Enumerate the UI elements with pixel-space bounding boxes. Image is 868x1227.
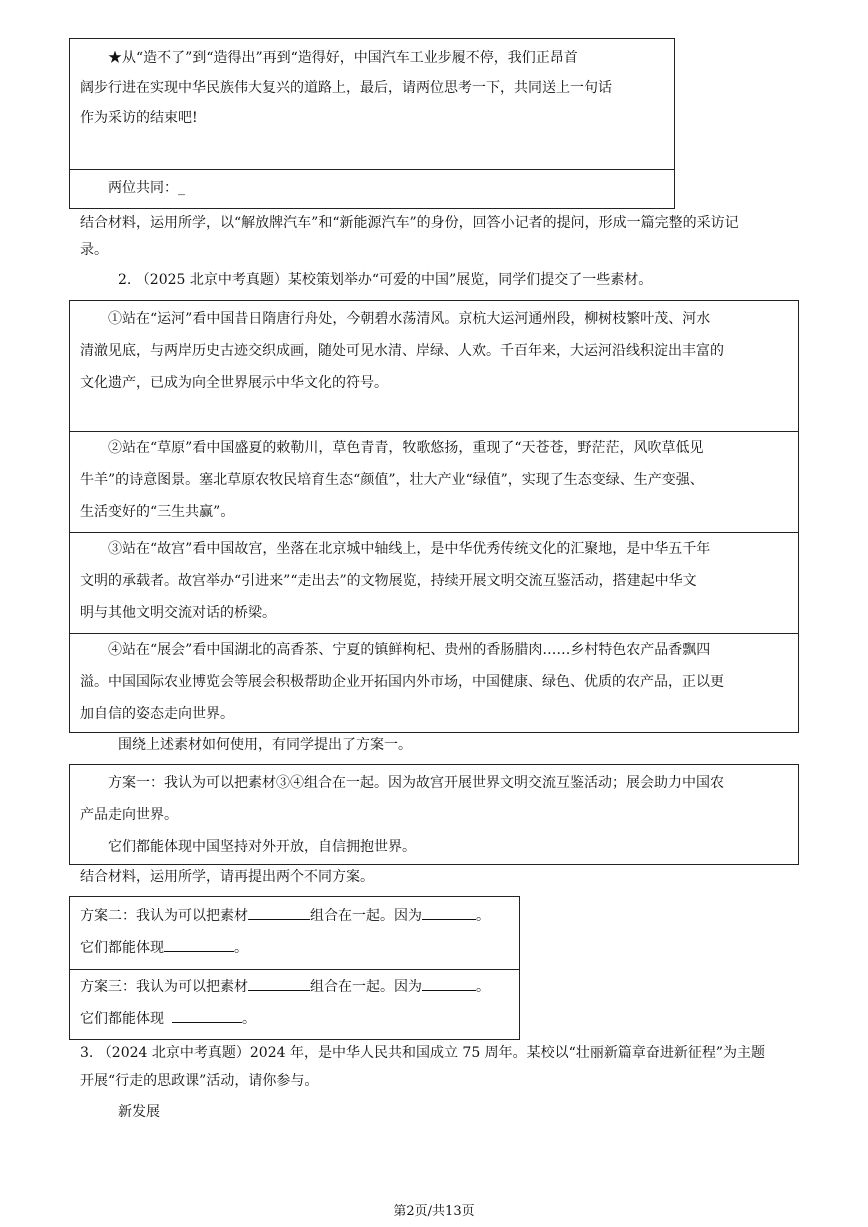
q1-instruction-line-2: 录。 bbox=[80, 242, 108, 258]
material-1-line: ①站在“运河”看中国昔日隋唐行舟处，今朝碧水荡清风。京杭大运河通州段，柳树枝繁叶茂、河水 bbox=[108, 311, 711, 327]
plan-2-reflect: 它们都能体现 bbox=[80, 940, 164, 956]
material-3-line: ③站在“故宫”看中国故宫，坐落在北京城中轴线上，是中华优秀传统文化的汇聚地，是中华五千年 bbox=[108, 541, 711, 557]
question-line-2: 阔步行进在实现中华民族伟大复兴的道路上，最后，请两位思考一下，共同送上一句话 bbox=[80, 80, 612, 96]
plan-3-reason-blank[interactable] bbox=[422, 974, 476, 991]
plan-2-reflect-blank[interactable] bbox=[164, 935, 234, 952]
plan-3-reflect: 它们都能体现 bbox=[80, 1011, 164, 1027]
plan-instruction: 结合材料，运用所学，请再提出两个不同方案。 bbox=[80, 869, 374, 885]
material-2-line: 牛羊”的诗意图景。塞北草原农牧民培育生态“颜值”，壮大产业“绿值”，实现了生态变绿、生产变强、 bbox=[80, 472, 704, 488]
interview-answer: 两位共同：_ bbox=[108, 180, 185, 196]
plan-3-cell bbox=[70, 969, 519, 1039]
plan-1-line: 它们都能体现中国坚持对外开放，自信拥抱世界。 bbox=[108, 839, 416, 855]
plan-1-line: 产品走向世界。 bbox=[80, 807, 178, 823]
material-2-line: 生活变好的“三生共赢”。 bbox=[80, 504, 235, 520]
q3-line-2: 开展“行走的思政课”活动，请你参与。 bbox=[80, 1073, 319, 1089]
plan-2-reason-blank[interactable] bbox=[422, 903, 476, 920]
plan-3-line-1 bbox=[80, 971, 519, 1003]
page-number: 第2页/共13页 bbox=[393, 1204, 475, 1219]
plan-2-materials-blank[interactable] bbox=[248, 903, 310, 920]
q1-instruction-line-1: 结合材料，运用所学，以“解放牌汽车”和“新能源汽车”的身份，回答小记者的提问，形成一篇完整的采访记 bbox=[80, 215, 739, 231]
plan-3-line-2 bbox=[80, 1003, 519, 1035]
plan-3-prefix: 方案三：我认为可以把素材 bbox=[80, 979, 248, 995]
plan-2-period: 。 bbox=[476, 908, 490, 924]
q3-sub-heading: 新发展 bbox=[118, 1104, 160, 1120]
material-4-line: 加自信的姿态走向世界。 bbox=[80, 706, 234, 722]
plan-2-line-2 bbox=[80, 932, 519, 964]
materials-table bbox=[69, 300, 799, 733]
material-4-line: 溢。中国国际农业博览会等展会积极帮助企业开拓国内外市场，中国健康、绿色、优质的农产品，正以更 bbox=[80, 674, 724, 690]
plan-2-line-1 bbox=[80, 900, 519, 932]
material-1 bbox=[70, 301, 798, 431]
question-line-1: ★从“造不了”到“造得出”再到“造得好，中国汽车工业步履不停，我们正昂首 bbox=[108, 50, 578, 66]
material-3 bbox=[70, 532, 798, 633]
interview-question-cell bbox=[70, 39, 674, 169]
material-2-line: ②站在“草原”看中国盛夏的敕勒川，草色青青，牧歌悠扬，重现了“天苍苍，野茫茫，风吹草低见 bbox=[108, 440, 704, 456]
plan-3-reflect-blank[interactable] bbox=[172, 1006, 242, 1023]
interview-answer-cell bbox=[70, 169, 674, 209]
plan-1-box bbox=[69, 764, 799, 865]
question-line-3: 作为采访的结束吧! bbox=[80, 110, 198, 126]
plan-answer-table bbox=[69, 896, 520, 1040]
plan-3-period: 。 bbox=[476, 979, 490, 995]
material-1-line: 文化遗产，已成为向全世界展示中华文化的符号。 bbox=[80, 375, 388, 391]
plan-3-middle: 组合在一起。因为 bbox=[310, 979, 422, 995]
material-2 bbox=[70, 431, 798, 532]
material-1-line: 清澈见底，与两岸历史古迹交织成画，随处可见水清、岸绿、人欢。千百年来，大运河沿线积淀出丰富的 bbox=[80, 343, 724, 359]
plan-2-cell bbox=[70, 897, 519, 969]
material-3-line: 明与其他文明交流对话的桥梁。 bbox=[80, 605, 276, 621]
plan-1-line: 方案一：我认为可以把素材③④组合在一起。因为故宫开展世界文明交流互鉴活动；展会助力中国农 bbox=[108, 775, 724, 791]
material-3-line: 文明的承载者。故宫举办“引进来”“走出去”的文物展览，持续开展文明交流互鉴活动，搭建起中华文 bbox=[80, 573, 697, 589]
interview-box bbox=[69, 38, 675, 209]
plan-2-end: 。 bbox=[234, 940, 248, 956]
material-4-line: ④站在“展会”看中国湖北的高香茶、宁夏的镇鲜枸杞、贵州的香肠腊肉……乡村特色农产品香飘四 bbox=[108, 642, 711, 658]
q3-line-1: 3. （2024 北京中考真题）2024 年，是中华人民共和国成立 75 周年。某校以“壮丽新篇章奋进新征程”为主题 bbox=[80, 1045, 765, 1061]
plan-2-middle: 组合在一起。因为 bbox=[310, 908, 422, 924]
q2-stem: 2. （2025 北京中考真题）某校策划举办“可爱的中国”展览，同学们提交了一些素材。 bbox=[118, 272, 653, 288]
plan-intro: 围绕上述素材如何使用，有同学提出了方案一。 bbox=[118, 737, 412, 753]
plan-2-prefix: 方案二：我认为可以把素材 bbox=[80, 908, 248, 924]
material-4 bbox=[70, 633, 798, 732]
plan-3-materials-blank[interactable] bbox=[248, 974, 310, 991]
plan-3-end: 。 bbox=[242, 1011, 256, 1027]
